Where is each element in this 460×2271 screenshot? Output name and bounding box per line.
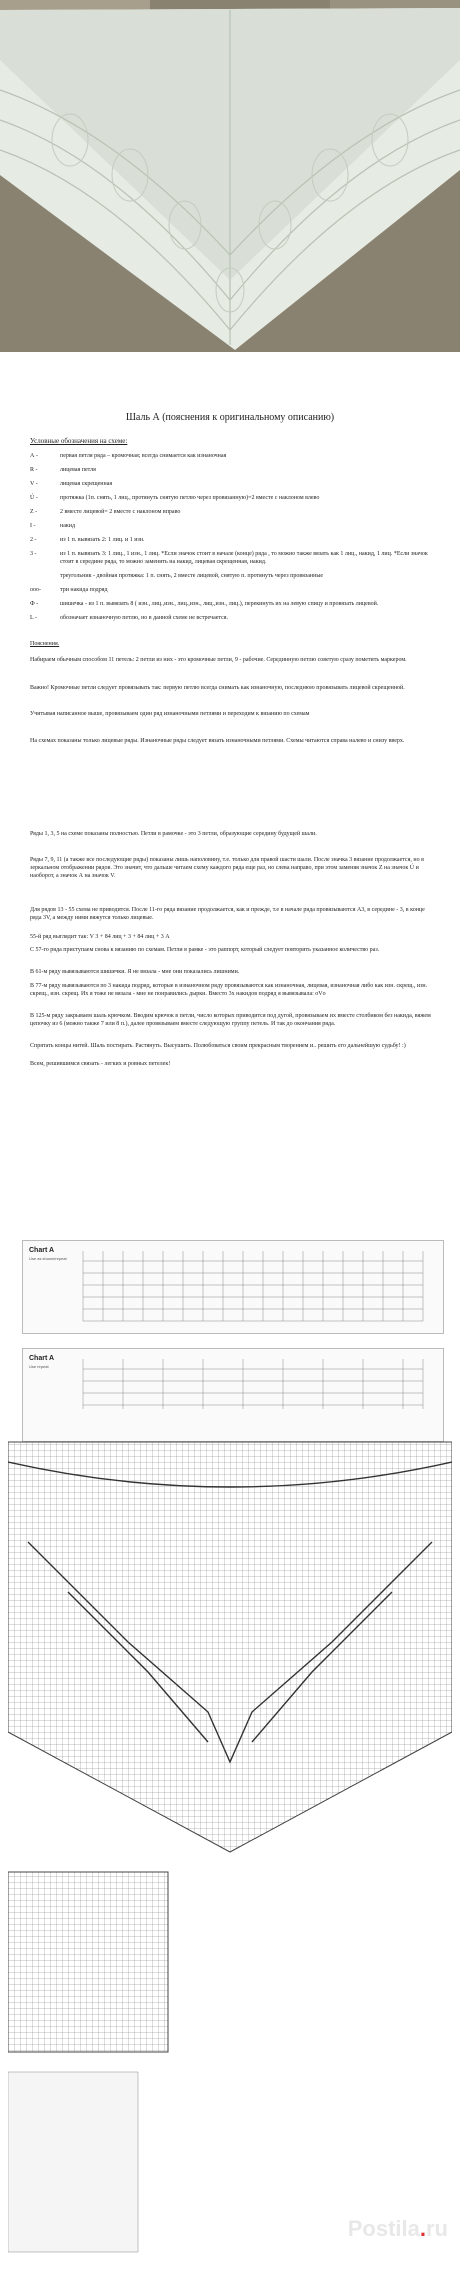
shawl-triangle-chart [8, 1432, 452, 2266]
legend-symbol: ооо- [30, 587, 41, 593]
chart-a2-subtitle: Use repeat [29, 1364, 49, 1369]
paragraph: 55-й ряд выглядит так: V 3 + 84 лиц + 3 + 84 лиц + 3 А [30, 934, 170, 940]
document-title: Шаль А (пояснения к оригинальному описанию) [125, 412, 335, 423]
legend-description: накид [60, 523, 76, 529]
legend-symbol: V - [30, 481, 38, 487]
paragraph: Всем, решившимся связать - легких и ровных петелек! [30, 1061, 171, 1067]
legend-row [30, 550, 440, 566]
legend-symbol: Ф - [30, 601, 39, 607]
postila-watermark: Postila.ru [347, 2216, 448, 2241]
legend-description: первая петля ряда – кромочная; всегда снимается как изнаночная [60, 453, 227, 459]
chart-a-top [22, 1240, 444, 1334]
legend-symbol: Ú - [30, 495, 38, 501]
paragraph: Спрятать концы нитей. Шаль постирать. Растянуть. Высушить. Полюбоваться своим прекрасным творением и.. решить его дальнейшую судьбу! :) [30, 1043, 406, 1049]
legend-row [30, 536, 440, 544]
legend-row [30, 480, 440, 488]
legend-symbol: R - [30, 467, 38, 473]
legend-description: шишечка - из 1 п. вывязать 8 ( изн., лиц.,изн., лиц.,изн., лиц.,изн., лиц.), перекинуть их на левую спицу и провязать лицевой. [60, 601, 379, 607]
chart-a-grid [23, 1241, 443, 1333]
legend-row [30, 466, 440, 474]
shawl-illustration [0, 0, 460, 352]
legend-description: из 1 п. вывязать 3: 1 лиц., 1 изн., 1 лиц. *Если значок стоит в начале (конце) ряда , то можно также вязать как 1 лиц., накид, 1 лиц. *Если значок стоит в середине ряда, то можно заменить на накид, лицевая скрещенная, накид. [60, 551, 428, 565]
paragraph: Важно! Кромочные петли следует провязывать так: первую петлю всегда снимать как изнаночную, последнюю провязывать лицевой скрещенной. [30, 685, 405, 691]
legend-row [30, 494, 440, 502]
paragraph: Ряды 7, 9, 11 (а также все последующие ряды) показаны лишь наполовину, т.е. только для правой шасти шали. После значка 3 вязание продолжается, но в зеркальном отображении рядов. Это значит, что дальше читаем схему каждого ряда еще раз, но слева направо, при этом заменяя значок Z на значок Ú и наоборот, а значок А на значок V. [30, 857, 424, 879]
paragraph: Для рядов 13 - 55 схема не приводится. После 11-го ряда вязание продолжается, как и прежде, т.е в начале ряда провязываются А3, в середине - 3, в конце ряда 3V, а между ними вяжутся только лицевые. [30, 907, 425, 921]
chart-a-label: Chart A [29, 1247, 55, 1254]
triangle-chart-graphic [8, 1432, 452, 2266]
legend-description: лицевая петля [60, 467, 96, 473]
legend-symbol: L - [30, 615, 37, 621]
legend-symbol: А - [30, 453, 38, 459]
legend-symbol [30, 572, 60, 580]
paragraph: На схемах показаны только лицевые ряды. Изнаночные ряды следует вязать изнаночными петлями. Схемы читаются справа налево и снизу вверх. [30, 738, 405, 744]
paragraph: В 61-м ряду вывязываются шишечки. Я не вязала - мне они показались лишними. [30, 969, 240, 975]
legend-row [30, 572, 440, 580]
legend-description: из 1 п. вывязать 2: 1 лиц. и 1 изн. [60, 537, 145, 543]
legend-row [30, 508, 440, 516]
legend-row [30, 600, 440, 608]
paragraph: В 125-м ряду закрываем шаль крючком. Вводим крючок в петли, число которых приводится под дугой, провязываем их вместе столбиком без накида, вяжем цепочку из 6 (можно также 7 или 8 п.), далее провязываем вместе следующую группу петель. И так до окончания ряда. [30, 1013, 431, 1027]
paragraph: С 57-го ряда приступаем снова к вязанию по схемам. Петли в рамке - это раппорт, который следует повторить указанное количество раз. [30, 947, 380, 953]
legend-row [30, 522, 440, 530]
legend-symbol: 2 - [30, 537, 37, 543]
chart-a-subtitle: Use as shown/repeat [29, 1256, 67, 1261]
paragraph: В 77-м ряду вывязываются по 3 накида подряд, которые в изнаночном ряду провязываются как изнаночная, лицевая, изнаночная либо как изн. скрещ., изн. скрещ., изн. скрещ. Их я тоже не вязала - мне не понравились дырки. Вместо 3х накидов подряд я вывязывала: оVо [30, 983, 428, 997]
legend-description: протяжка (1п. снять, 1 лиц., протянуть снятую петлю через провязанную)=2 вместе с наклоном влево [60, 495, 320, 501]
legend-description: три накида подряд [60, 587, 108, 593]
legend-symbol: Z - [30, 509, 38, 515]
paragraph: Учитывая написанное выше, провязываем один ряд изнаночными петлями и переходим к вязанию по схемам [30, 711, 310, 717]
legend-symbol: 3 - [30, 551, 37, 557]
legend-row [30, 614, 440, 622]
explain-header: Пояснения. [30, 641, 60, 647]
chart-a2-grid [23, 1349, 443, 1419]
symbol-legend [30, 452, 440, 628]
shawl-photo [0, 0, 460, 352]
legend-row [30, 452, 440, 460]
legend-row [30, 586, 440, 594]
chart-a2-label: Chart A [29, 1355, 55, 1362]
paragraph: Набираем обычным способом 11 петель: 2 петли из них - это кромочные петли, 9 - рабочие. Серединную петлю советую сразу пометить маркером. [30, 657, 407, 663]
legend-description: 2 вместе лицевой= 2 вместе с наклоном вправо [60, 509, 181, 515]
legend-description: обозначает изнаночную петлю, но в данной схеме не встречается. [60, 615, 229, 621]
legend-header: Условные обозначения на схеме: [30, 437, 128, 445]
legend-description: треугольник - двойная протяжка: 1 п. снять, 2 вместе лицевой, снятую п. протянуть через провязанные [60, 573, 324, 579]
paragraph: Ряды 1, 3, 5 на схеме показаны полностью. Петли в рамочке - это 3 петли, образующие середину будущей шали. [30, 831, 317, 837]
legend-description: лицевая скрещенная [60, 481, 113, 487]
legend-symbol: I - [30, 523, 36, 529]
chart-a-bottom [22, 1348, 444, 1442]
